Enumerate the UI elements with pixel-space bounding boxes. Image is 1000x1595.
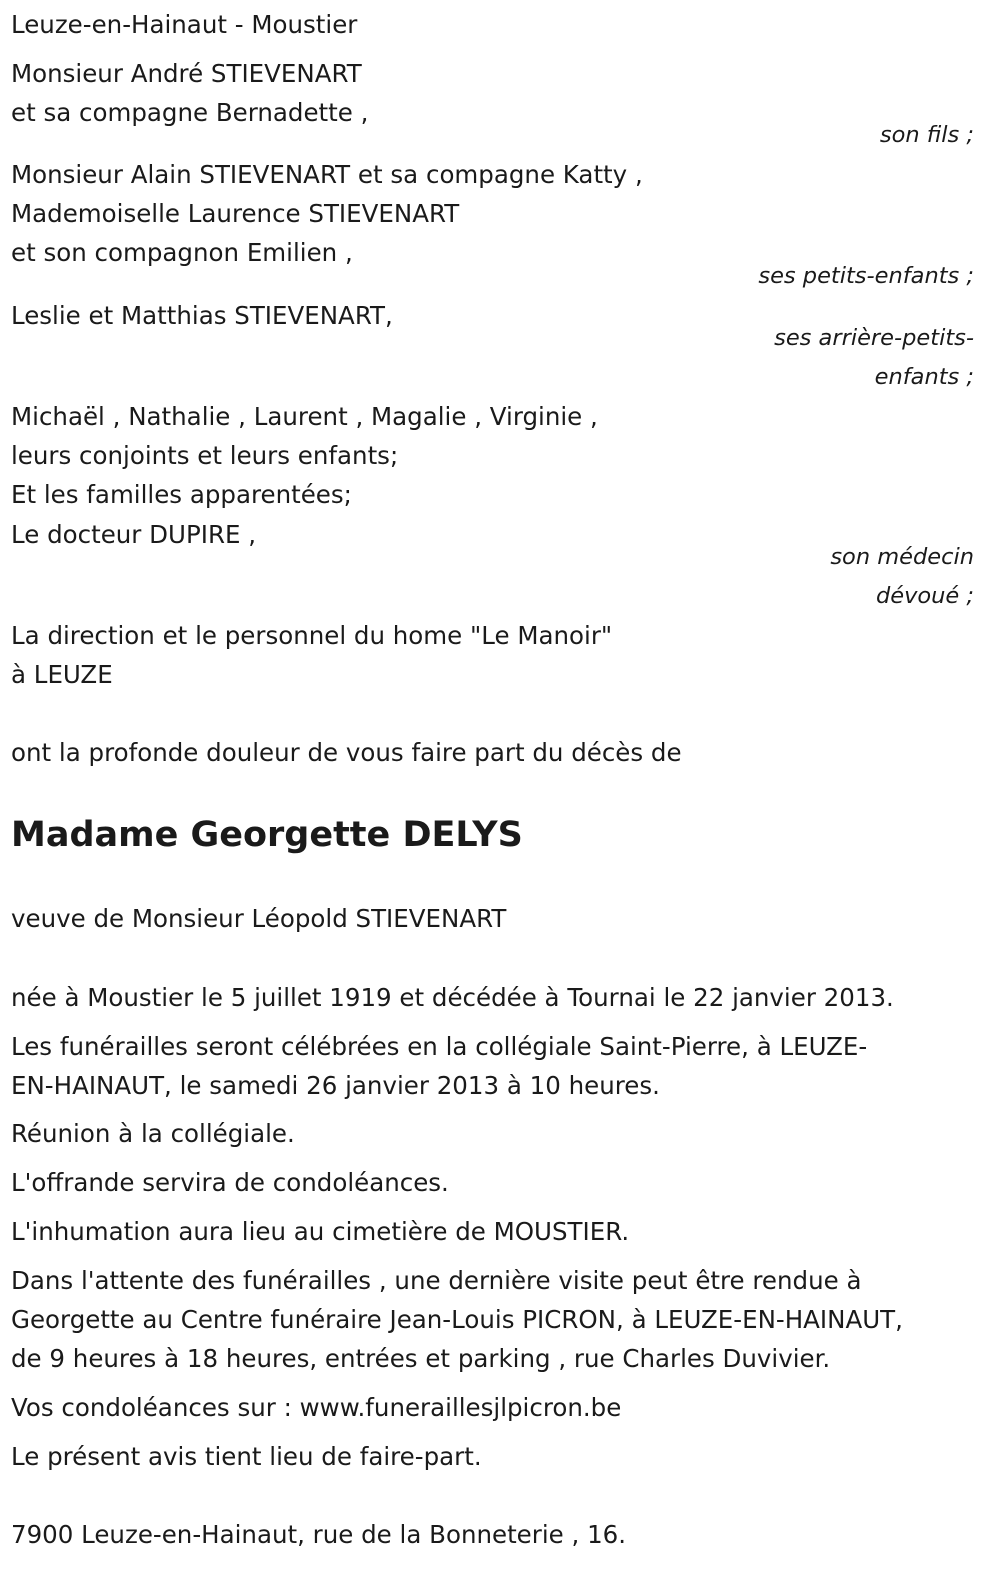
grandchild-line: Monsieur Alain STIEVENART et sa compagne Katty , xyxy=(11,160,643,189)
relation-grandchildren: ses petits-enfants ; xyxy=(758,263,974,289)
relation-great-grandchildren: enfants ; xyxy=(874,364,974,390)
widow-of: veuve de Monsieur Léopold STIEVENART xyxy=(11,904,507,933)
son-name: Monsieur André STIEVENART xyxy=(11,59,362,88)
relation-great-grandchildren: ses arrière-petits- xyxy=(774,325,974,351)
notice-text: Le présent avis tient lieu de faire-part. xyxy=(11,1442,482,1471)
condolences-website: Vos condoléances sur : www.funeraillesjlpicron.be xyxy=(11,1393,622,1422)
grandchild-line: Mademoiselle Laurence STIEVENART xyxy=(11,199,460,228)
offering-info: L'offrande servira de condoléances. xyxy=(11,1168,449,1197)
funeral-info-line: Les funérailles seront célébrées en la collégiale Saint-Pierre, à LEUZE- xyxy=(11,1032,868,1061)
doctor-name: Le docteur DUPIRE , xyxy=(11,520,257,549)
location-header: Leuze-en-Hainaut - Moustier xyxy=(11,10,358,39)
great-grandchildren-names: Leslie et Matthias STIEVENART, xyxy=(11,301,393,330)
visit-info-line: Dans l'attente des funérailles , une dernière visite peut être rendue à xyxy=(11,1266,862,1295)
grandchild-line: et son compagnon Emilien , xyxy=(11,238,353,267)
burial-info: L'inhumation aura lieu au cimetière de MOUSTIER. xyxy=(11,1217,630,1246)
relation-doctor: dévoué ; xyxy=(875,583,974,609)
home-staff-line: La direction et le personnel du home "Le Manoir" xyxy=(11,621,613,650)
announcement-intro: ont la profonde douleur de vous faire part du décès de xyxy=(11,738,682,767)
other-relatives-line: Michaël , Nathalie , Laurent , Magalie , Virginie , xyxy=(11,402,598,431)
son-partner: et sa compagne Bernadette , xyxy=(11,98,369,127)
home-staff-line: à LEUZE xyxy=(11,660,113,689)
birth-death-dates: née à Moustier le 5 juillet 1919 et décédée à Tournai le 22 janvier 2013. xyxy=(11,983,894,1012)
meeting-info: Réunion à la collégiale. xyxy=(11,1119,295,1148)
other-relatives-line: leurs conjoints et leurs enfants; xyxy=(11,441,399,470)
relation-son: son fils ; xyxy=(879,122,974,148)
visit-info-line: de 9 heures à 18 heures, entrées et parking , rue Charles Duvivier. xyxy=(11,1344,831,1373)
relation-doctor: son médecin xyxy=(830,544,974,570)
visit-info-line: Georgette au Centre funéraire Jean-Louis PICRON, à LEUZE-EN-HAINAUT, xyxy=(11,1305,903,1334)
funeral-info-line: EN-HAINAUT, le samedi 26 janvier 2013 à 10 heures. xyxy=(11,1071,660,1100)
other-relatives-line: Et les familles apparentées; xyxy=(11,480,352,509)
funeral-home-address: 7900 Leuze-en-Hainaut, rue de la Bonneterie , 16. xyxy=(11,1520,627,1549)
deceased-name: Madame Georgette DELYS xyxy=(11,815,523,855)
